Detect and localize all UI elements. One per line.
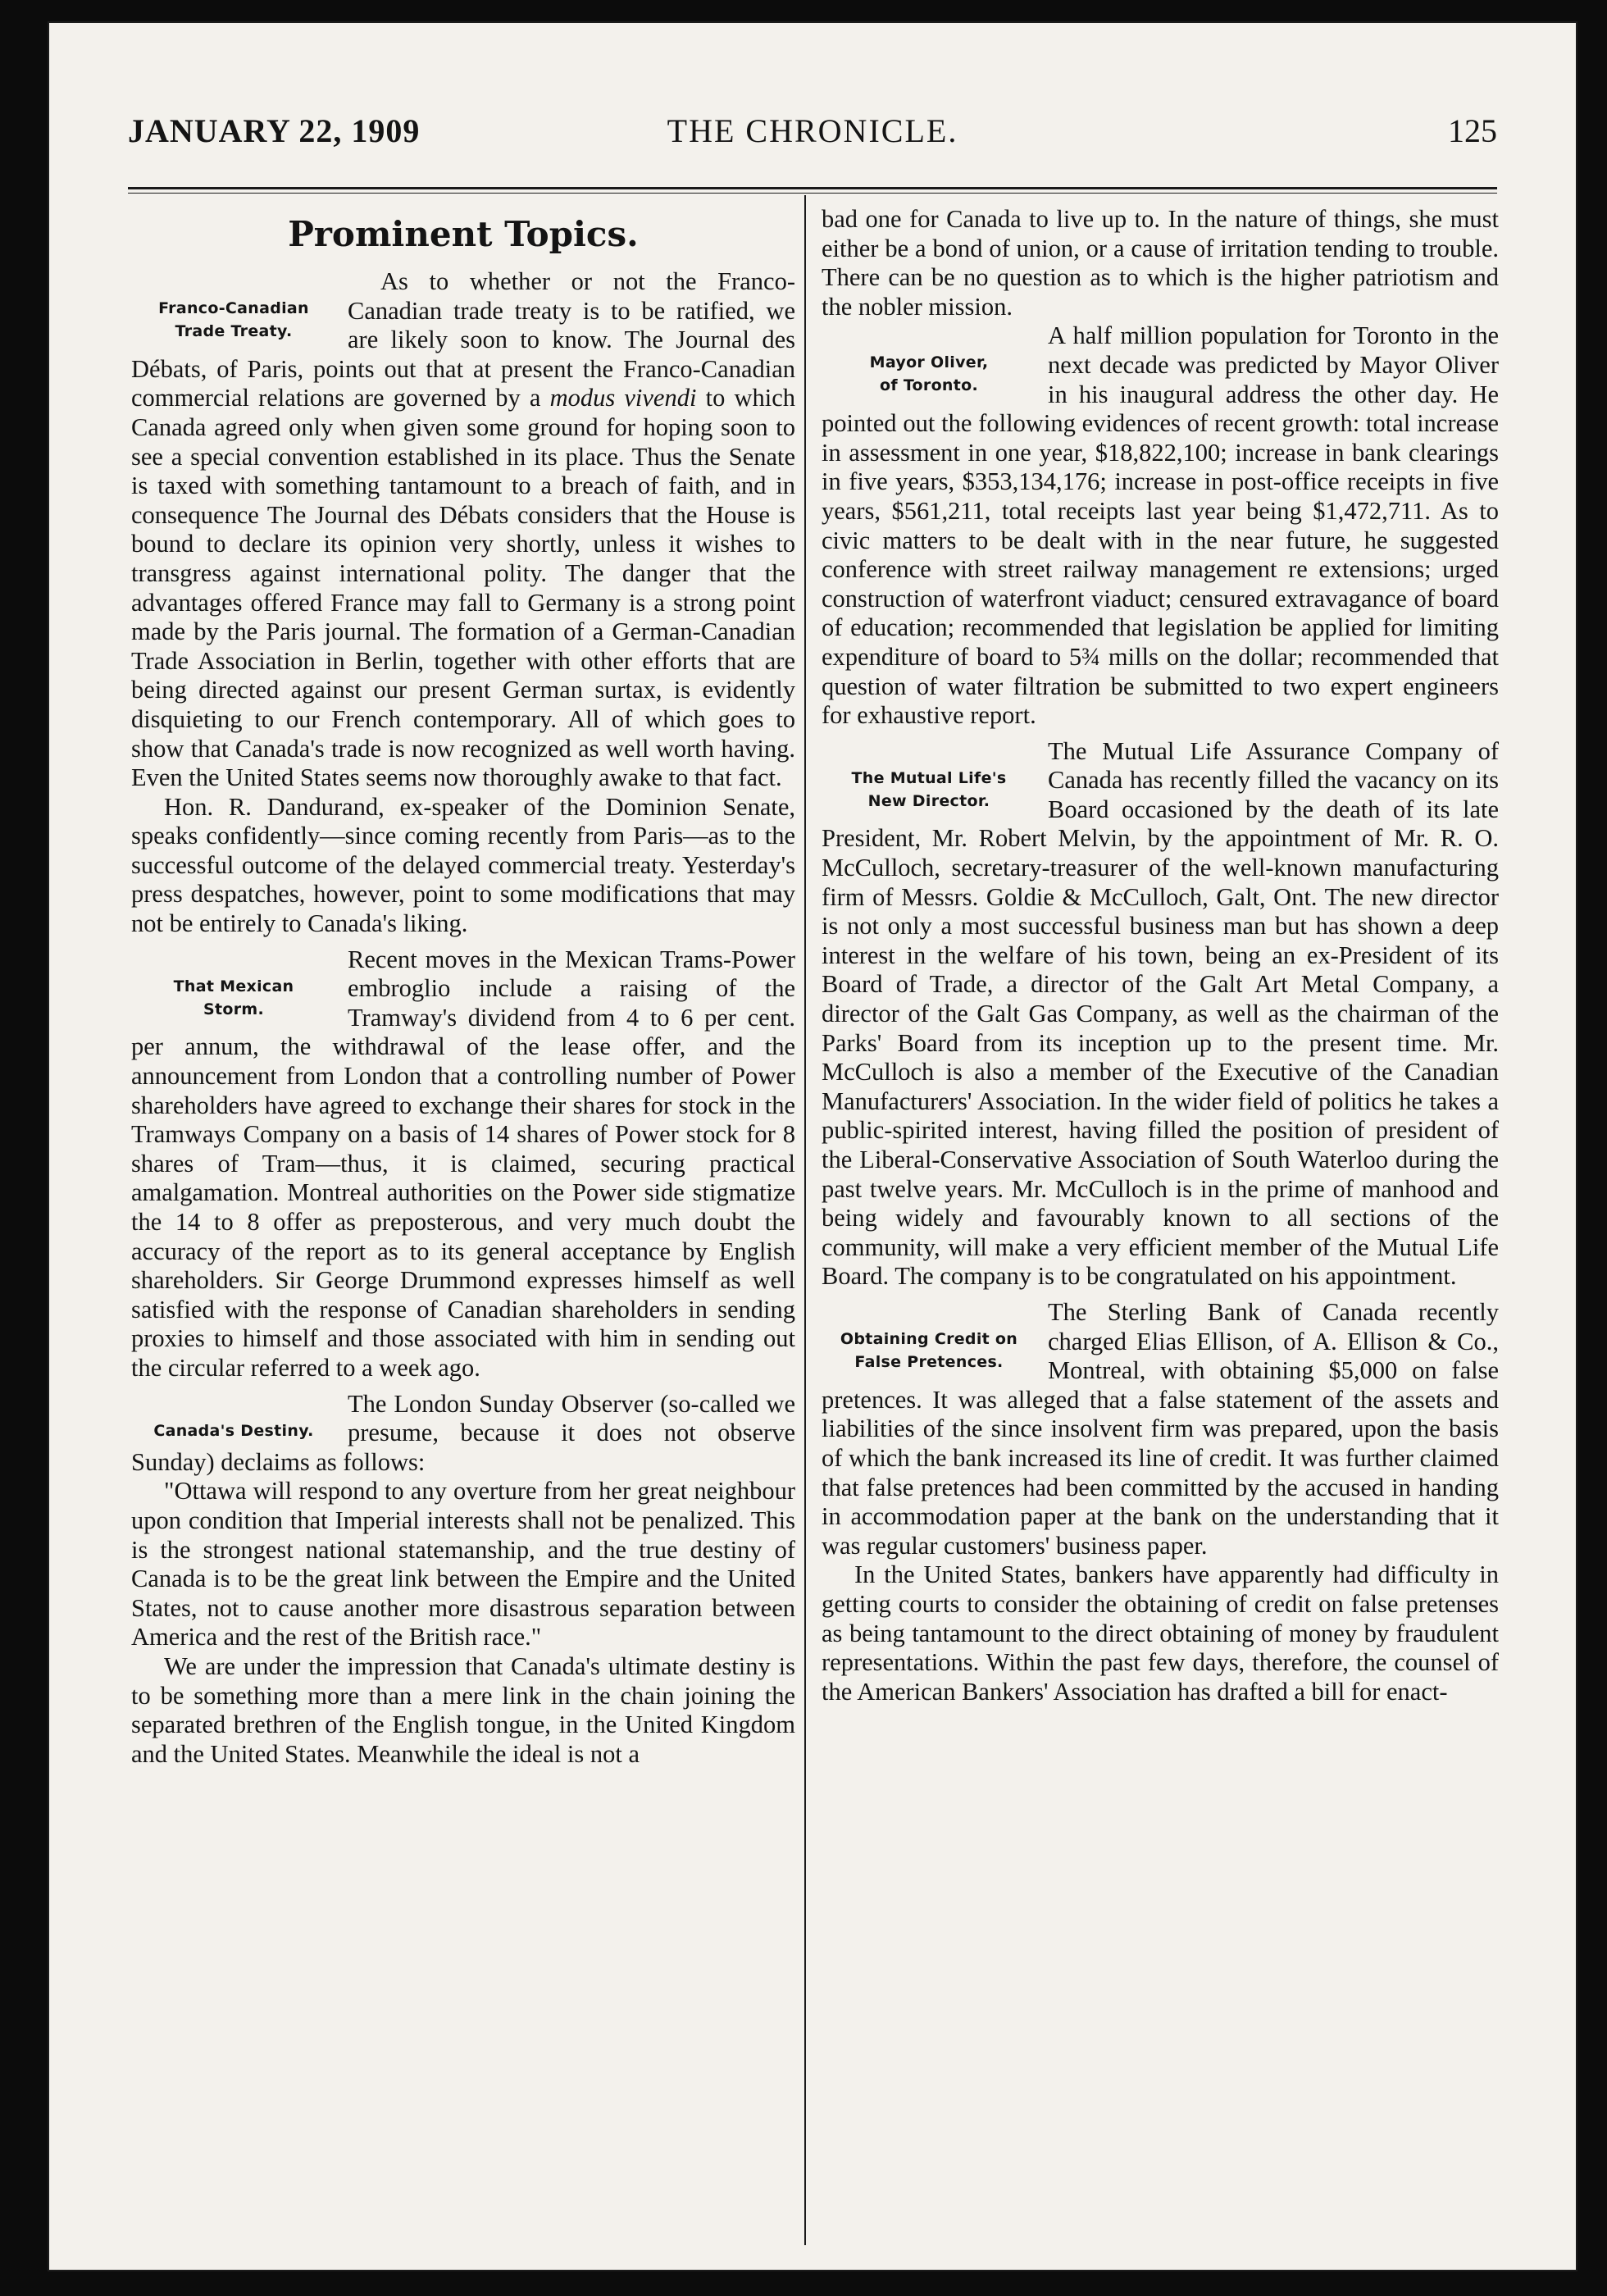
page-header bbox=[128, 112, 1497, 169]
article-quote: "Ottawa will respond to any overture from her great neighbour upon condition that Imperial interests shall not be penalized. This is the strongest national statemanship, and the true destiny of Canada is to be the great link between the Empire and the United States, not to cause another more disastrous separation between America and the rest of the British race." bbox=[131, 1477, 795, 1651]
article-paragraph: As to whether or not the Franco-Canadian trade treaty is to be ratified, we are likely soon to know. The Journal des Débats, of Paris, points out that at present the Franco-Canadian commercial relations are governed by a modus vivendi to which Canada agreed only when given some ground for hoping soon to see a special convention established in its place. Thus the Senate is taxed with something tantamount to a breach of faith, and in consequence The Journal des Débats considers that the House is bound to declare its opinion very shortly, unless it wishes to transgress against international polity. The danger that the advantages offered France may fall to Germany is a strong point made by the Paris journal. The formation of a German-Canadian Trade Association in Berlin, together with other efforts that are being directed against our present German surtax, is evidently disquieting to our French contemporary. All of which goes to show that Canada's trade is now recognized as well worth having. Even the United States seems now thoroughly awake to that fact. bbox=[131, 267, 795, 792]
article-mayor-oliver bbox=[822, 321, 1499, 730]
header-rule-thin bbox=[128, 193, 1497, 194]
article-paragraph: In the United States, bankers have apparently had difficulty in getting courts to consider the obtaining of credit on false pretenses as being tantamount to the direct obtaining of money by fraudulent representations. Within the past few days, therefore, the counsel of the American Bankers' Association has drafted a bill for enact- bbox=[822, 1560, 1499, 1706]
right-column bbox=[822, 205, 1499, 1706]
article-franco-canadian bbox=[131, 267, 795, 939]
side-heading: The Mutual Life's New Director. bbox=[851, 768, 1007, 810]
article-paragraph: Recent moves in the Mexican Trams-Power embroglio include a raising of the Tramway's dividend from 4 to 6 per cent. per annum, the withdrawal of the lease offer, and the announcement from London that a controlling number of Power shareholders have agreed to exchange their shares for stock in the Tramways Company on a basis of 14 shares of Power stock for 8 shares of Tram—thus, it is claimed, securing practical amalgamation. Montreal authorities on the Power side stigmatize the 14 to 8 offer as preposterous, and very much doubt the accuracy of the report as to its general acceptance by English shareholders. Sir George Drummond expresses himself as well satisfied with the response of Canadian shareholders in sending proxies to himself and those associated with him in sending out the circular referred to a week ago. bbox=[131, 945, 795, 1382]
side-heading: That Mexican Storm. bbox=[173, 977, 294, 1018]
article-canadas-destiny bbox=[131, 1390, 795, 1770]
side-heading: Canada's Destiny. bbox=[153, 1421, 314, 1440]
side-heading: Mayor Oliver, of Toronto. bbox=[869, 353, 989, 395]
issue-date: JANUARY 22, 1909 bbox=[128, 112, 421, 149]
article-mutual-life bbox=[822, 737, 1499, 1292]
article-paragraph: We are under the impression that Canada's ultimate destiny is to be something more than a mere link in the chain joining the separated brethren of the English tongue, in the United Kingdom and the United States. Meanwhile the ideal is not a bbox=[131, 1651, 795, 1768]
left-column bbox=[131, 205, 795, 1769]
article-paragraph: The London Sunday Observer (so-called we presume, because it does not observe Sunday) declaims as follows: bbox=[131, 1389, 795, 1476]
article-paragraph: Hon. R. Dandurand, ex-speaker of the Dominion Senate, speaks confidently—since coming recently from Paris—as to the successful outcome of the delayed commercial treaty. Yesterday's press despatches, however, point to some modifications that may not be entirely to Canada's liking. bbox=[131, 792, 795, 938]
article-paragraph: The Mutual Life Assurance Company of Canada has recently filled the vacancy on its Board occasioned by the death of its late President, Mr. Robert Melvin, by the appointment of Mr. R. O. McCulloch, secretary-treasurer of the well-known manufacturing firm of Messrs. Goldie & McCulloch, Galt, Ont. The new director is not only a most successful business man but has shown a deep interest in the welfare of his town, being an ex-President of its Board of Trade, a director of the Galt Art Metal Company, a director of the Galt Gas Company, as well as the chairman of the Parks' Board from its inception up to the present time. Mr. McCulloch is also a member of the Executive of the Canadian Manufacturers' Association. In the wider field of politics he takes a public-spirited interest, having filled the position of president of the Liberal-Conservative Association of South Waterloo during the past twelve years. Mr. McCulloch is in the prime of manhood and being widely and favourably known to all sections of the community, will make a very efficient member of the Mutual Life Board. The company is to be congratulated on his appointment. bbox=[822, 736, 1499, 1291]
section-title: Prominent Topics. bbox=[288, 214, 639, 254]
header-rule bbox=[128, 187, 1497, 189]
article-continuation: bad one for Canada to live up to. In the nature of things, she must either be a bond of union, or a cause of irritation tending to trouble. There can be no question as to which is the higher patriotism and the nobler mission. bbox=[822, 205, 1499, 321]
column-divider bbox=[804, 195, 806, 2245]
article-false-pretences bbox=[822, 1298, 1499, 1706]
article-paragraph: A half million population for Toronto in the next decade was predicted by Mayor Oliver in his inaugural address the other day. He pointed out the following evidences of recent growth: total increase in assessment in one year, $18,822,100; increase in bank clearings in five years, $353,134,176; increase in post-office receipts in five years, $561,211, total receipts last year being $1,472,711. As to civic matters to be dealt with in the near future, he suggested conference with street railway management re extensions; urged construction of waterfront viaduct; censured extravagance of board of education; recommended that legislation be applied for limiting expenditure of board to 5¾ mills on the dollar; recommended that question of water filtration be submitted to two expert engineers for exhaustive report. bbox=[822, 321, 1499, 730]
newspaper-page bbox=[49, 23, 1576, 2270]
side-heading: Franco-Canadian Trade Treaty. bbox=[158, 299, 309, 340]
side-heading: Obtaining Credit on False Pretences. bbox=[840, 1329, 1018, 1371]
article-mexican-storm bbox=[131, 945, 795, 1383]
article-paragraph: The Sterling Bank of Canada recently charged Elias Ellison, of A. Ellison & Co., Montreal, with obtaining $5,000 on false pretences. It was alleged that a false statement of the assets and liabilities of the since insolvent firm was prepared, upon the basis of which the bank increased its line of credit. It was further claimed that false pretences had been committed by the accused in handing in accommodation paper at the bank on the understanding that it was regular customers' business paper. bbox=[822, 1297, 1499, 1560]
publication-title: THE CHRONICLE. bbox=[667, 112, 958, 149]
page-number: 125 bbox=[1448, 112, 1497, 149]
